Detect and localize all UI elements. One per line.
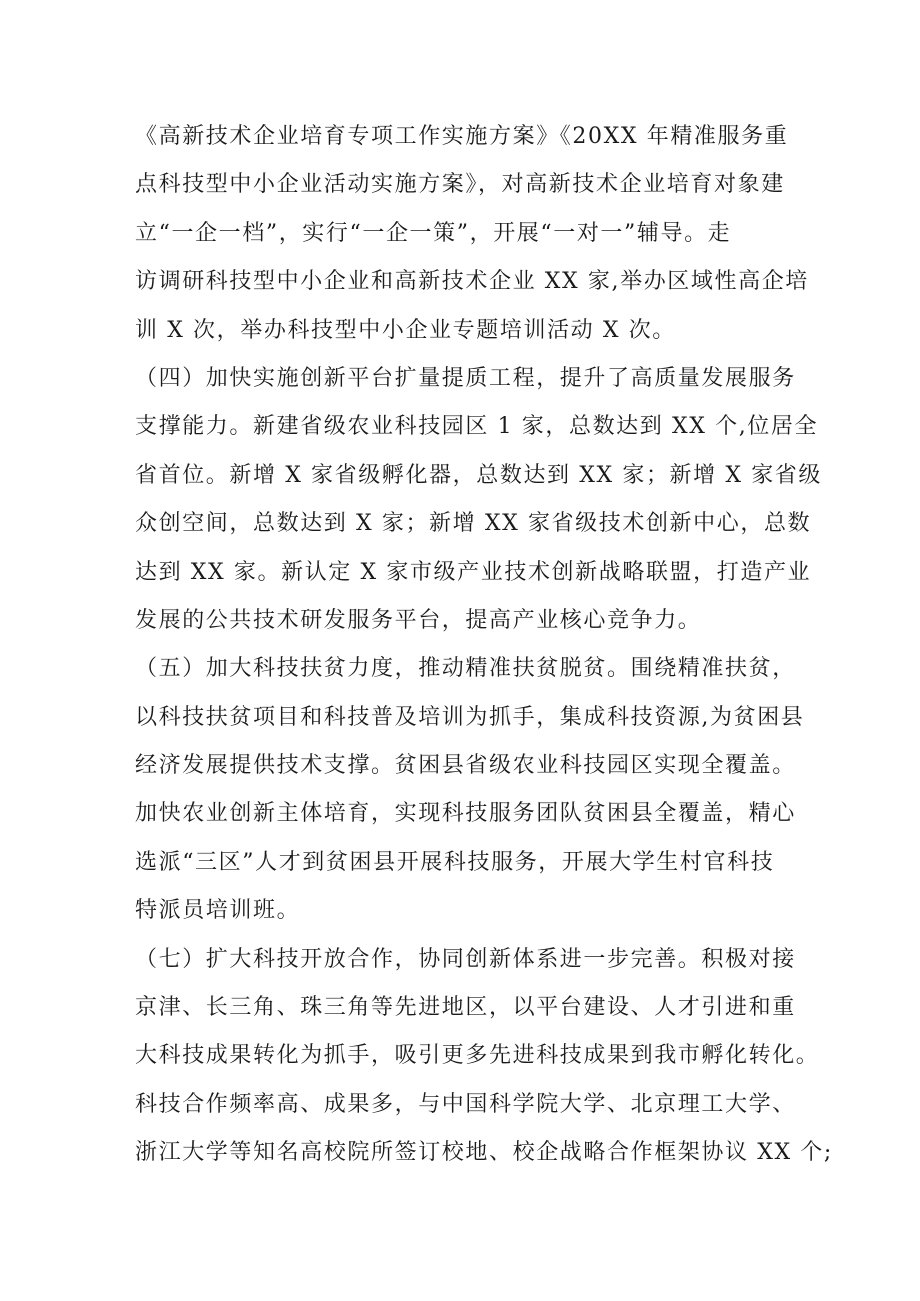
text-line: 立“一企一档”，实行“一企一策”，开展“一对一”辅导。走: [135, 220, 732, 246]
text-line: 访调研科技型中小企业和高新技术企业 XX 家,举办区域性高企培: [135, 269, 809, 295]
paragraph-4: [135, 936, 833, 1178]
text-line: 训 X 次，举办科技型中小企业专题培训活动 X 次。: [135, 317, 676, 343]
text-line: （五）加大科技扶贫力度，推动精准扶贫脱贫。围绕精准扶贫，: [135, 656, 796, 682]
text-line: 支撑能力。新建省级农业科技园区 1 家，总数达到 XX 个,位居全: [135, 414, 819, 440]
text-line: 浙江大学等知名高校院所签订校地、校企战略合作框架协议 XX 个;: [135, 1140, 833, 1166]
text-line: 点科技型中小企业活动实施方案》，对高新技术企业培育对象建: [135, 172, 785, 198]
paragraph-2: [135, 355, 823, 645]
text-line: 以科技扶贫项目和科技普及培训为抓手，集成科技资源,为贫困县: [135, 704, 805, 730]
document-body: [135, 113, 833, 1178]
text-line: 选派“三区”人才到贫困县开展科技服务，开展大学生村官科技: [135, 849, 775, 875]
text-line: 特派员培训班。: [135, 898, 301, 924]
text-line: （七）扩大科技开放合作，协同创新体系进一步完善。积极对接: [135, 946, 796, 972]
text-line: 科技合作频率高、成果多，与中国科学院大学、北京理工大学、: [135, 1091, 796, 1117]
text-line: 经济发展提供技术支撑。贫困县省级农业科技园区实现全覆盖。: [135, 753, 796, 779]
paragraph-1: [135, 113, 809, 355]
text-line: 《高新技术企业培育专项工作实施方案》《20XX 年精准服务重: [135, 124, 789, 149]
text-line: （四）加快实施创新平台扩量提质工程，提升了高质量发展服务: [135, 365, 796, 391]
text-line: 京津、长三角、珠三角等先进地区，以平台建设、人才引进和重: [135, 995, 796, 1021]
text-line: 加快农业创新主体培育，实现科技服务团队贫困县全覆盖，精心: [135, 801, 796, 827]
text-line: 发展的公共技术研发服务平台，提高产业核心竞争力。: [135, 607, 702, 633]
text-line: 众创空间，总数达到 X 家；新增 XX 家省级技术创新中心，总数: [135, 511, 812, 537]
text-line: 省首位。新增 X 家省级孵化器，总数达到 XX 家；新增 X 家省级: [135, 462, 823, 488]
paragraph-3: [135, 645, 805, 935]
text-line: 大科技成果转化为抓手，吸引更多先进科技成果到我市孵化转化。: [135, 1043, 820, 1069]
text-line: 达到 XX 家。新认定 X 家市级产业技术创新战略联盟，打造产业: [135, 559, 812, 585]
